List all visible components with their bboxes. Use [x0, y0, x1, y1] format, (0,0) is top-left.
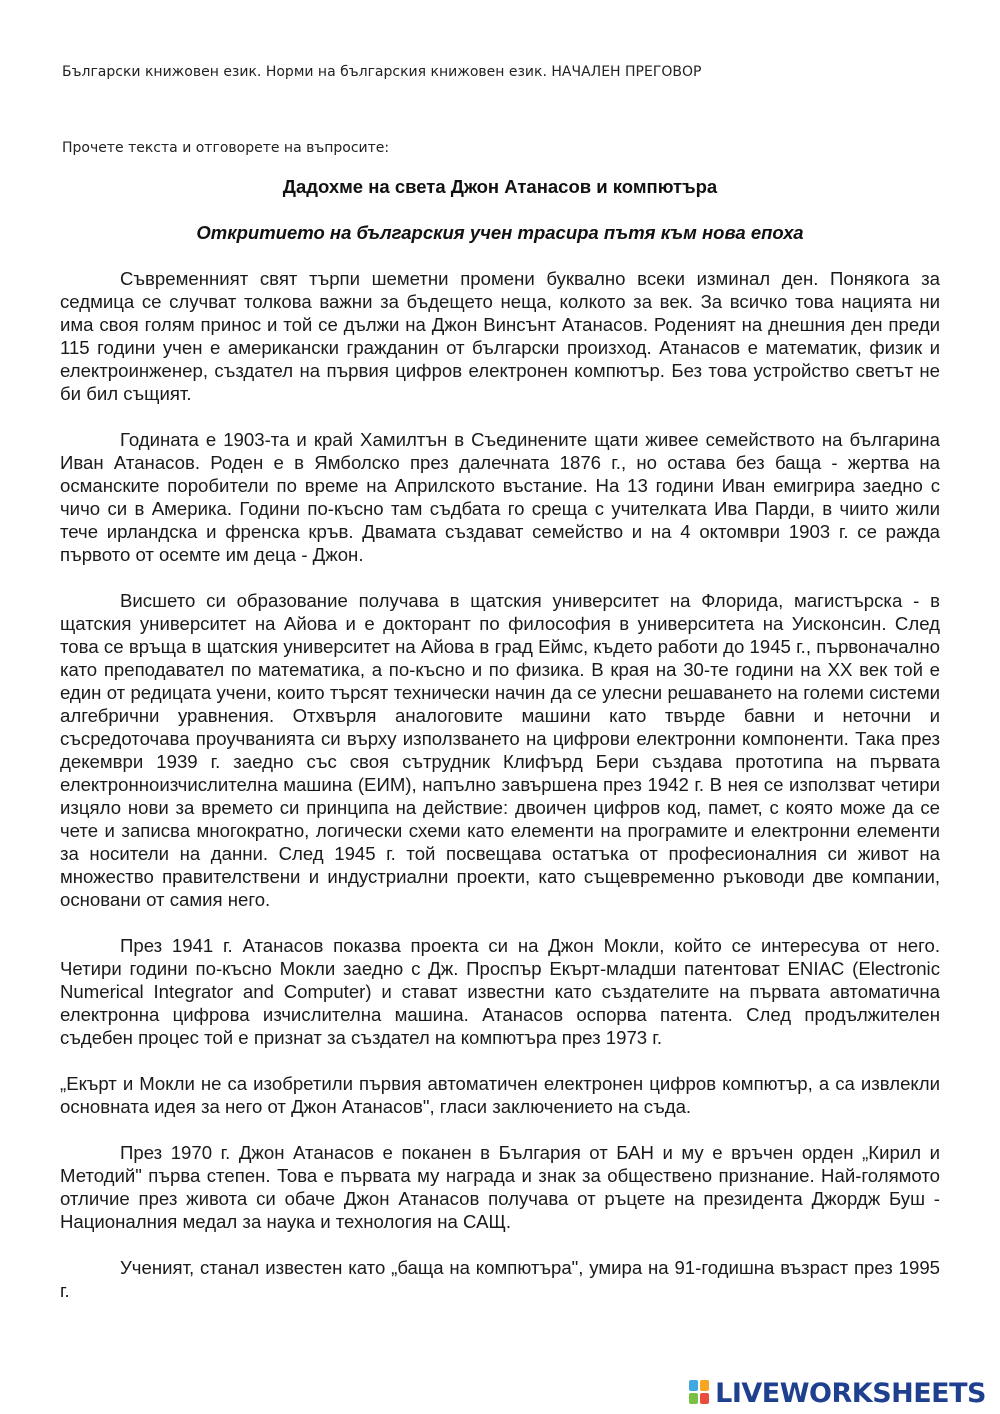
- article-subtitle: Откритието на българския учен трасира пътя към нова епоха: [196, 222, 804, 243]
- liveworksheets-icon: [689, 1380, 711, 1406]
- paragraph-death: Ученият, станал известен като „баща на компютъра", умира на 91-годишна възраст през 1995 г.: [60, 1257, 940, 1301]
- paragraph-education: Висшето си образование получава в щатския университет на Флорида, магистърска - в щатския университет на Айова и е докторант по философия в университета на Уисконсин. След това се връща в щатския университет на Айова в град Еймс, където работи до 1945 г., първоначално като преподавател по математика, а по-късно и по физика. В края на 30-те години на XX век той е един от редицата учени, които търсят технически начин да се улесни решаването на големи системи алгебрични уравнения. Отхвърля аналоговите машини като твърде бавни и неточни и съсредоточава проучванията си върху използването на цифрови електронни компоненти. Така през декември 1939 г. заедно със своя сътрудник Клифърд Бери създава прототипа на първата електронноизчислителна машина (ЕИМ), напълно завършена през 1942 г. В нея се използват четири изцяло нови за времето си принципа на действие: двоичен цифров код, памет, с която може да се чете и записва многократно, логически схеми като елементи на програмите и електронни елементи за носители на данни. След 1945 г. той посвещава остатъка от професионалния си живот на множество правителствени и индустриални проекти, като същевременно ръководи две компании, основани от самия него.: [60, 590, 940, 910]
- paragraph-intro: Съвременният свят търпи шеметни промени буквално всеки изминал ден. Понякога за седмица се случват толкова важни за бъдещето неща, колкото за век. За всичко това нацията ни има своя голям принос и той се дължи на Джон Винсънт Атанасов. Роденият на днешния ден преди 115 години учен е американски гражданин от български произход. Атанасов е математик, физик и електроинженер, създател на първия цифров електронен компютър. Без това устройство светът не би бил същият.: [60, 268, 940, 404]
- course-header: Български книжовен език. Норми на българския книжовен език. НАЧАЛЕН ПРЕГОВОР: [62, 64, 702, 80]
- paragraph-awards: През 1970 г. Джон Атанасов е поканен в България от БАН и му е връчен орден „Кирил и Методий" първа степен. Това е първата му награда и знак за обществено признание. Най-голямото отличие през живота си обаче Джон Атанасов получава от ръцете на президента Джордж Буш - Националния медал за наука и технология на САЩ.: [60, 1142, 940, 1232]
- article-title: Дадохме на света Джон Атанасов и компютъра: [282, 176, 718, 197]
- instruction-text: Прочете текста и отговорете на въпросите:: [62, 140, 390, 156]
- liveworksheets-wordmark: LIVEWORKSHEETS: [715, 1377, 986, 1409]
- paragraph-court-quote: „Екърт и Мокли не са изобретили първия автоматичен електронен цифров компютър, а са извлекли основната идея за него от Джон Атанасов", гласи заключението на съда.: [60, 1073, 940, 1117]
- liveworksheets-logo: [689, 1377, 986, 1409]
- article-body: [60, 267, 940, 1325]
- paragraph-eniac: През 1941 г. Атанасов показва проекта си на Джон Мокли, който се интересува от него. Четири години по-късно Мокли заедно с Дж. Проспър Екърт-младши патентоват ENIAC (Electronic Numerical Integrator and Computer) и стават известни като създателите на първата автоматична електронна цифрова изчислителна машина. Атанасов оспорва патента. След продължителен съдебен процес той е признат за създател на компютъра през 1973 г.: [60, 935, 940, 1048]
- paragraph-family: Годината е 1903-та и край Хамилтън в Съединените щати живее семейството на българина Иван Атанасов. Роден е в Ямболско през далечната 1876 г., но остава без баща - жертва на османските поробители по време на Априлското въстание. На 13 години Иван емигрира заедно с чичо си в Америка. Години по-късно там съдбата го среща с учителката Ива Парди, в чиито жили тече ирландска и френска кръв. Двамата създават семейство и на 4 октомври 1903 г. се ражда първото от осемте им деца - Джон.: [60, 429, 940, 565]
